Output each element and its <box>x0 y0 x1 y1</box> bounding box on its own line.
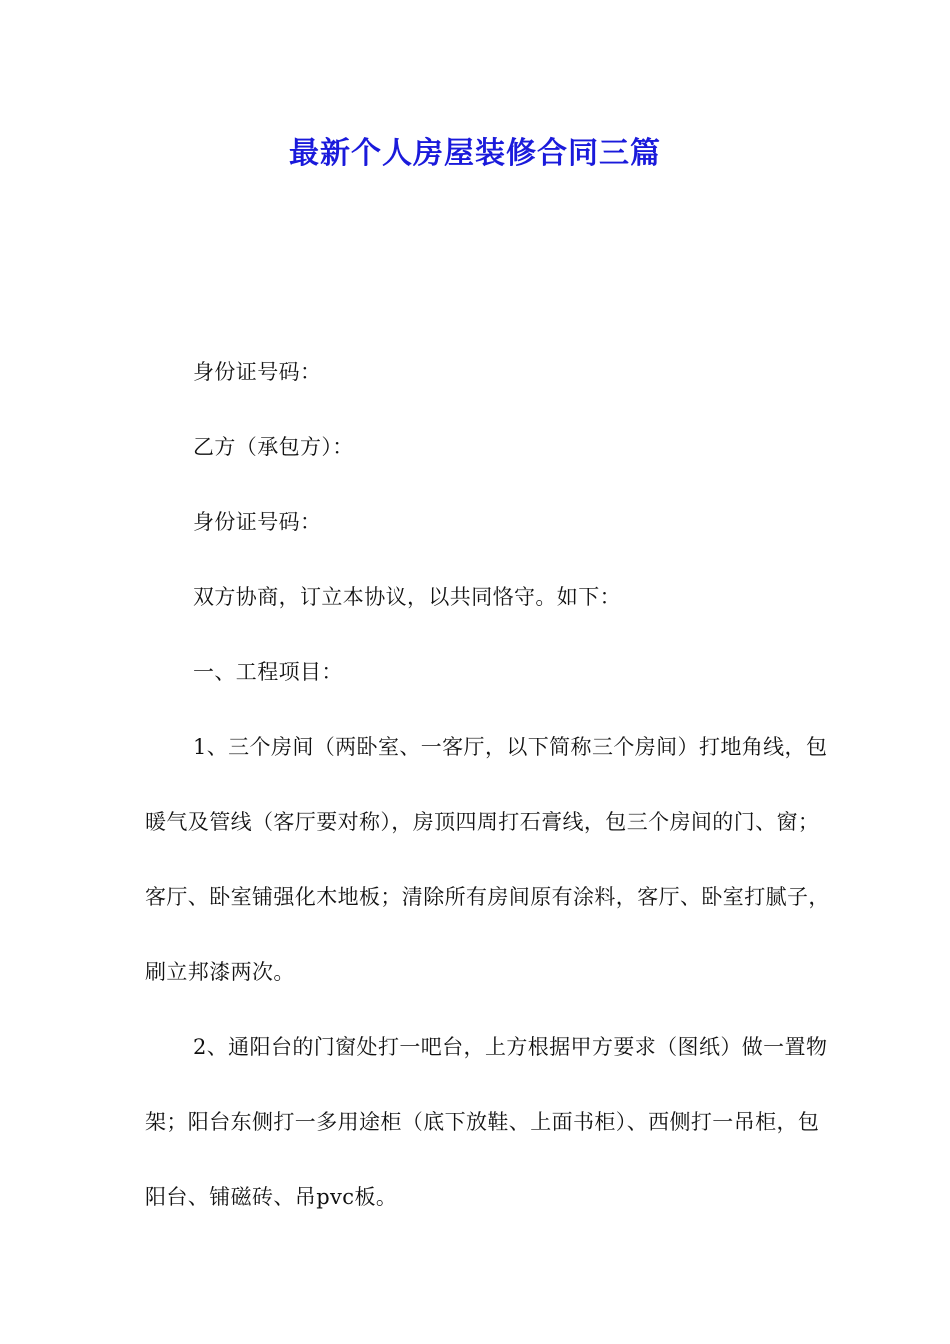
paragraph-party-b: 乙方（承包方）： <box>193 435 354 459</box>
paragraph-agreement: 双方协商，订立本协议，以共同恪守。如下： <box>193 585 621 609</box>
paragraph-item-1: 1、三个房间（两卧室、一客厅，以下简称三个房间）打地角线，包暖气及管线（客厅要对称），房顶四周打石膏线，包三个房间的门、窗；客厅、卧室铺强化木地板；清除所有房间原有涂料，客厅、卧室打腻子，刷立邦漆两次。 <box>145 735 830 984</box>
paragraph-section-heading: 一、工程项目： <box>193 660 343 684</box>
paragraph-item-2: 2、通阳台的门窗处打一吧台，上方根据甲方要求（图纸）做一置物架；阳台东侧打一多用途柜（底下放鞋、上面书柜）、西侧打一吊柜，包阳台、铺磁砖、吊pvc板。 <box>145 1035 828 1209</box>
document-body <box>145 335 835 1235</box>
paragraph-id-number-a: 身份证号码： <box>193 360 322 384</box>
document-title: 最新个人房屋装修合同三篇 <box>289 136 661 171</box>
paragraph-id-number-b: 身份证号码： <box>193 510 322 534</box>
